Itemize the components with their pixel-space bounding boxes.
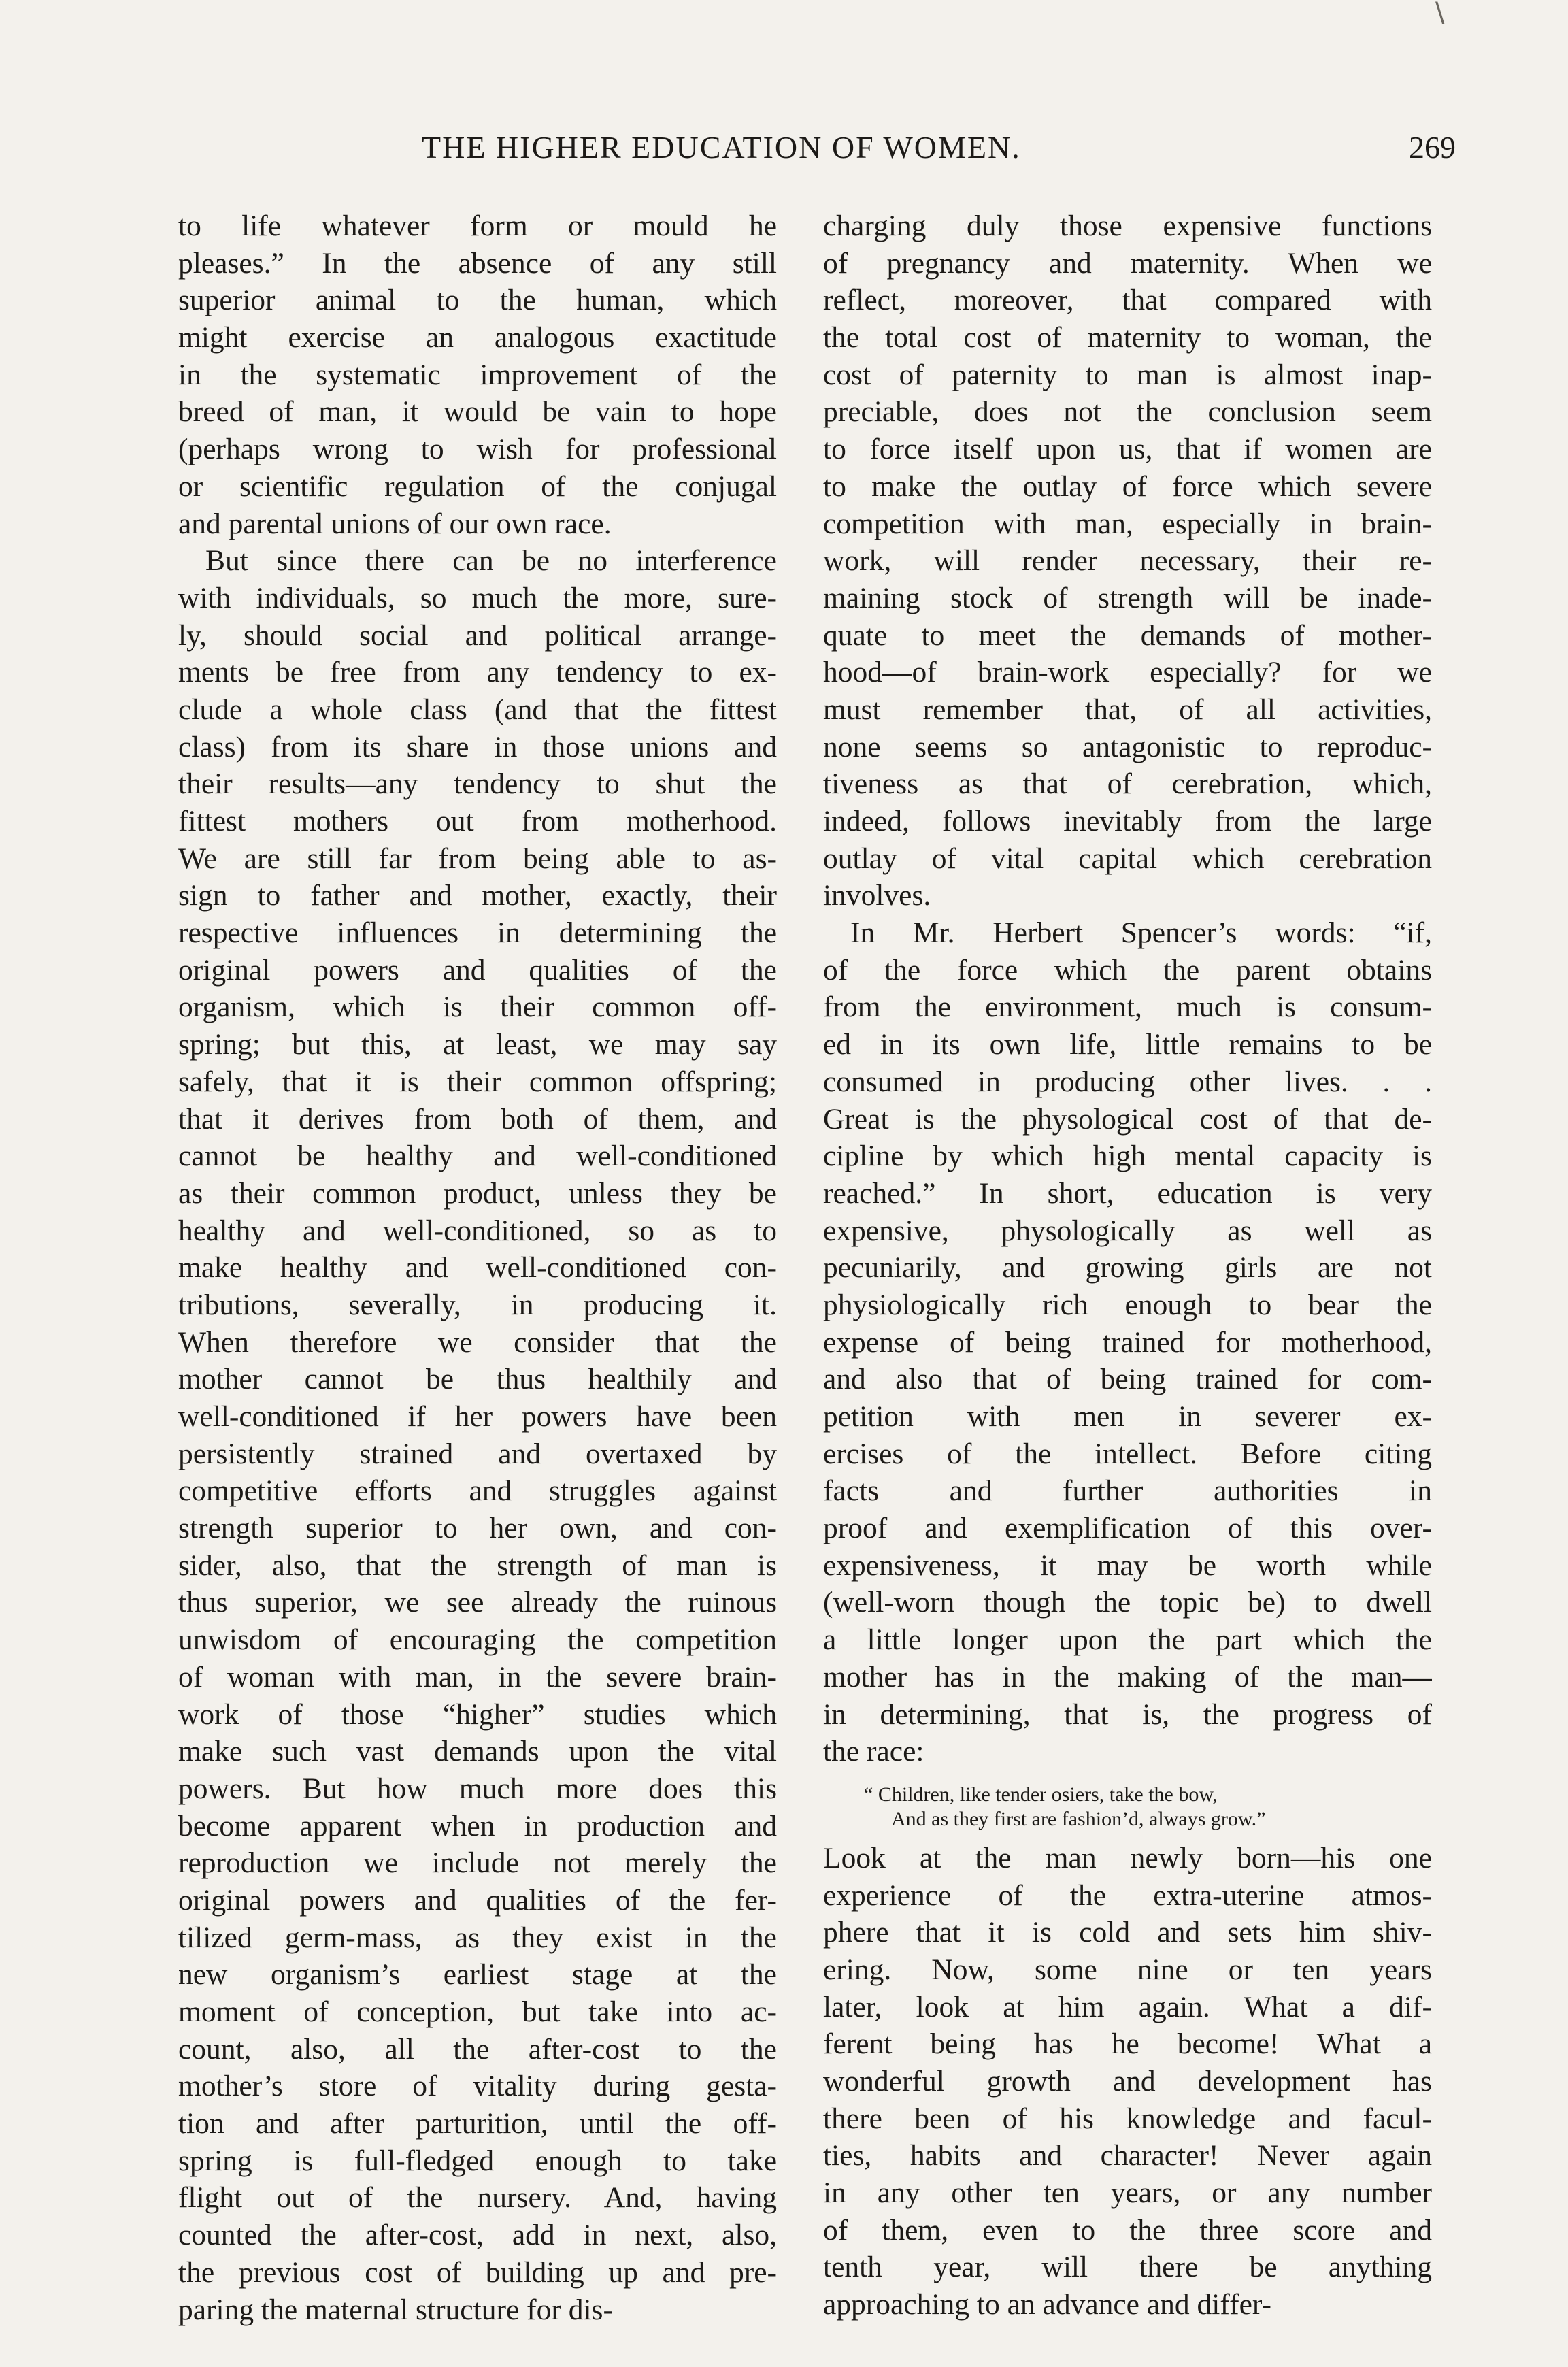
text-line: competitive efforts and struggles against — [178, 1474, 777, 1508]
text-line: spring is full-fledged enough to take — [178, 2144, 777, 2177]
text-line: must remember that, of all activities, — [823, 693, 1432, 726]
text-line: reflect, moreover, that compared with — [823, 284, 1432, 317]
text-line: become apparent when in production and — [178, 1809, 777, 1842]
text-line: ercises of the intellect. Before citing — [823, 1437, 1432, 1470]
text-line: tion and after parturition, until the off- — [178, 2107, 777, 2140]
text-line: ments be free from any tendency to ex- — [178, 656, 777, 689]
verse-line: “ Children, like tender osiers, take the bow, — [864, 1783, 1218, 1806]
text-line: unwisdom of encouraging the competition — [178, 1623, 777, 1657]
text-line: strength superior to her own, and con- — [178, 1512, 777, 1545]
text-line: hood—of brain-work especially? for we — [823, 656, 1432, 689]
text-line: competition with man, especially in brain- — [823, 507, 1432, 540]
text-line: proof and exemplification of this over- — [823, 1512, 1432, 1545]
text-line: in any other ten years, or any number — [823, 2176, 1432, 2210]
text-line: (well-worn though the topic be) to dwell — [823, 1586, 1432, 1619]
text-line: moment of conception, but take into ac- — [178, 1996, 777, 2028]
page-number: 269 — [1409, 130, 1456, 165]
text-line: count, also, all the after-cost to the — [178, 2032, 777, 2066]
page-header — [422, 129, 1456, 177]
text-line: tiveness as that of cerebration, which, — [823, 767, 1432, 801]
text-line: flight out of the nursery. And, having — [178, 2181, 777, 2215]
text-line: persistently strained and overtaxed by — [178, 1437, 777, 1470]
text-line: paring the maternal structure for dis- — [178, 2293, 613, 2326]
text-line: experience of the extra-uterine atmos- — [823, 1878, 1432, 1912]
text-line: the previous cost of building up and pre- — [178, 2255, 777, 2289]
left-column — [178, 208, 777, 2328]
text-line: charging duly those expensive functions — [823, 210, 1432, 242]
text-line: sider, also, that the strength of man is — [178, 1549, 777, 1582]
text-line: In Mr. Herbert Spencer’s words: “if, — [850, 916, 1432, 950]
text-line: cost of paternity to man is almost inap- — [823, 358, 1432, 391]
text-line: tilized germ-mass, as they exist in the — [178, 1921, 777, 1954]
text-line: pleases.” In the absence of any still — [178, 246, 777, 280]
text-line: might exercise an analogous exactitude — [178, 321, 777, 354]
right-column — [823, 208, 1432, 2323]
text-line: maining stock of strength will be inade- — [823, 581, 1432, 614]
text-line: ferent being has he become! What a — [823, 2027, 1432, 2061]
text-line: healthy and well-conditioned, so as to — [178, 1214, 777, 1247]
text-line: to force itself upon us, that if women are — [823, 433, 1432, 466]
text-line: (perhaps wrong to wish for professional — [178, 433, 777, 466]
text-line: facts and further authorities in — [823, 1474, 1432, 1508]
text-line: ering. Now, some nine or ten years — [823, 1953, 1432, 1986]
text-line: original powers and qualities of the — [178, 953, 777, 987]
text-line: Great is the physological cost of that de- — [823, 1102, 1432, 1136]
text-line: to make the outlay of force which severe — [823, 469, 1432, 503]
text-line: mother has in the making of the man— — [823, 1660, 1432, 1693]
text-line: class) from its share in those unions and — [178, 730, 777, 763]
text-line: none seems so antagonistic to reproduc- — [823, 730, 1432, 763]
text-line: phere that it is cold and sets him shiv- — [823, 1916, 1432, 1949]
text-line: indeed, follows inevitably from the large — [823, 805, 1432, 838]
text-line: the total cost of maternity to woman, the — [823, 321, 1432, 354]
text-line: tributions, severally, in producing it. — [178, 1288, 777, 1321]
text-line: expensive, physologically as well as — [823, 1214, 1432, 1247]
text-line: cannot be healthy and well-conditioned — [178, 1140, 777, 1173]
text-line: thus superior, we see already the ruinous — [178, 1586, 777, 1619]
text-line: But since there can be no interference — [205, 544, 777, 578]
text-line: of the force which the parent obtains — [823, 953, 1432, 987]
text-line: petition with men in severer ex- — [823, 1400, 1432, 1433]
text-line: Look at the man newly born—his one — [823, 1841, 1432, 1874]
text-line: reached.” In short, education is very — [823, 1176, 1432, 1210]
text-line: involves. — [823, 879, 931, 912]
corner-mark: \ — [1435, 0, 1445, 29]
text-line: work, will render necessary, their re- — [823, 544, 1432, 578]
text-line: in the systematic improvement of the — [178, 358, 777, 391]
text-line: We are still far from being able to as- — [178, 842, 777, 875]
text-line: new organism’s earliest stage at the — [178, 1958, 777, 1991]
text-line: of woman with man, in the severe brain- — [178, 1660, 777, 1693]
text-line: of pregnancy and maternity. When we — [823, 246, 1432, 280]
text-line: original powers and qualities of the fer- — [178, 1883, 777, 1917]
text-line: tenth year, will there be anything — [823, 2251, 1432, 2284]
text-line: ly, should social and political arrange- — [178, 618, 777, 652]
text-line: powers. But how much more does this — [178, 1772, 777, 1805]
text-line: organism, which is their common off- — [178, 991, 777, 1024]
text-line: spring; but this, at least, we may say — [178, 1028, 777, 1061]
text-line: and also that of being trained for com- — [823, 1363, 1432, 1396]
text-line: quate to meet the demands of mother- — [823, 618, 1432, 652]
text-line: respective influences in determining the — [178, 916, 777, 950]
text-line: ties, habits and character! Never again — [823, 2139, 1432, 2172]
text-line: reproduction we include not merely the — [178, 1847, 777, 1880]
text-line: fittest mothers out from motherhood. — [178, 805, 777, 838]
text-line: their results—any tendency to shut the — [178, 767, 777, 801]
text-line: well-conditioned if her powers have been — [178, 1400, 777, 1433]
text-line: breed of man, it would be vain to hope — [178, 395, 777, 429]
text-line: consumed in producing other lives. . . — [823, 1065, 1432, 1098]
text-line: the race: — [823, 1735, 924, 1768]
text-line: and parental unions of our own race. — [178, 507, 612, 540]
text-line: a little longer upon the part which the — [823, 1623, 1432, 1657]
text-line: safely, that it is their common offspring; — [178, 1065, 777, 1098]
text-line: mother’s store of vitality during gesta- — [178, 2070, 777, 2103]
text-line: to life whatever form or mould he — [178, 210, 777, 242]
text-line: counted the after-cost, add in next, also, — [178, 2219, 777, 2252]
text-line: When therefore we consider that the — [178, 1325, 777, 1359]
text-line: from the environment, much is consum- — [823, 991, 1432, 1024]
text-line: of them, even to the three score and — [823, 2213, 1432, 2247]
text-line: superior animal to the human, which — [178, 284, 777, 317]
text-line: as their common product, unless they be — [178, 1176, 777, 1210]
running-title: THE HIGHER EDUCATION OF WOMEN. — [422, 130, 1021, 165]
text-line: clude a whole class (and that the fittest — [178, 693, 777, 726]
text-line: preciable, does not the conclusion seem — [823, 395, 1432, 429]
text-line: with individuals, so much the more, sure- — [178, 581, 777, 614]
text-line: mother cannot be thus healthily and — [178, 1363, 777, 1396]
text-line: physiologically rich enough to bear the — [823, 1288, 1432, 1321]
text-line: expensiveness, it may be worth while — [823, 1549, 1432, 1582]
text-line: make healthy and well-conditioned con- — [178, 1251, 777, 1285]
text-line: expense of being trained for motherhood, — [823, 1325, 1432, 1359]
text-line: make such vast demands upon the vital — [178, 1735, 777, 1768]
text-line: work of those “higher” studies which — [178, 1698, 777, 1731]
text-line: in determining, that is, the progress of — [823, 1698, 1432, 1731]
text-line: sign to father and mother, exactly, their — [178, 879, 777, 912]
text-line: pecuniarily, and growing girls are not — [823, 1251, 1432, 1285]
text-line: cipline by which high mental capacity is — [823, 1140, 1432, 1173]
text-line: there been of his knowledge and facul- — [823, 2102, 1432, 2135]
text-line: or scientific regulation of the conjugal — [178, 469, 777, 503]
text-line: outlay of vital capital which cerebration — [823, 842, 1432, 875]
verse-line: And as they first are fashion’d, always grow.” — [891, 1807, 1266, 1830]
text-line: wonderful growth and development has — [823, 2065, 1432, 2098]
text-line: that it derives from both of them, and — [178, 1102, 777, 1136]
text-line: later, look at him again. What a dif- — [823, 1990, 1432, 2023]
text-line: approaching to an advance and differ- — [823, 2288, 1271, 2321]
text-line: ed in its own life, little remains to be — [823, 1028, 1432, 1061]
